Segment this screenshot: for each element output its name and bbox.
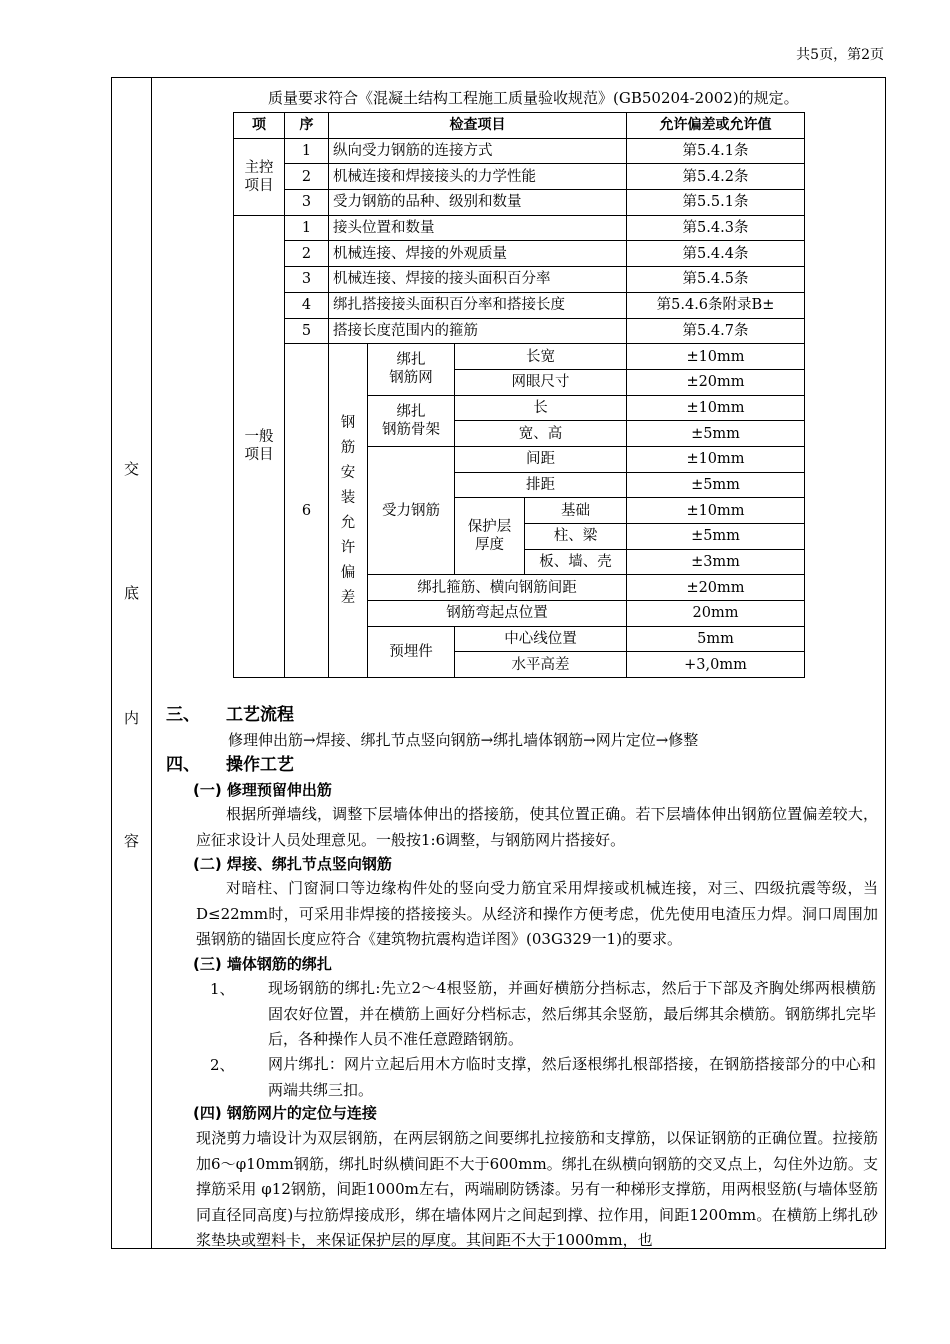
- section4-title: 操作工艺: [226, 755, 294, 775]
- table-row: [234, 215, 805, 241]
- sub4-title: (四) 钢筋网片的定位与连接: [193, 1104, 377, 1122]
- sub3-title: (三) 墙体钢筋的绑扎: [193, 955, 332, 973]
- row-item: 宽、高: [455, 421, 627, 447]
- row-value: ±5mm: [627, 524, 805, 550]
- row-value: ±10mm: [627, 395, 805, 421]
- row-item: 机械连接、焊接的接头面积百分率: [329, 267, 627, 293]
- row-number: 3: [285, 190, 329, 216]
- skeleton-label-line1: 绑扎: [396, 403, 426, 420]
- row-number: 1: [285, 138, 329, 164]
- section4-number: 四、: [166, 755, 200, 775]
- row-item: 纵向受力钢筋的连接方式: [329, 138, 627, 164]
- row-number: 6: [285, 344, 329, 678]
- cover-label-line1: 保护层: [467, 519, 512, 536]
- page-number: 共5页，第2页: [796, 47, 884, 63]
- cover-thickness-label: [455, 498, 525, 575]
- row-item: 受力钢筋的品种、级别和数量: [329, 190, 627, 216]
- sub3-item1-text: 现场钢筋的绑扎:先立2～4根竖筋，并画好横筋分挡标志，然后于下部及齐胸处绑两根横筋固农好位置，并在横筋上画好分档标志，然后绑其余竖筋，最后绑其余横筋。钢筋绑扎完毕后，各种操作人员不准任意蹬踏钢筋。: [268, 979, 876, 1049]
- row-item: 柱、梁: [525, 524, 627, 550]
- row-number: 2: [285, 164, 329, 190]
- table-row: [234, 318, 805, 344]
- row-number: 5: [285, 318, 329, 344]
- embedded-label: 预埋件: [368, 626, 455, 677]
- install-tolerance-label: [329, 344, 368, 678]
- skeleton-label-line2: 钢筋骨架: [382, 421, 440, 438]
- row-value: ±10mm: [627, 446, 805, 472]
- row-value: 第5.5.1条: [627, 190, 805, 216]
- row-value: 第5.4.4条: [627, 241, 805, 267]
- row-item: 长宽: [455, 344, 627, 370]
- section3-title: 工艺流程: [226, 705, 294, 725]
- general-group-label: 一般项目: [234, 215, 285, 677]
- row-item: 机械连接和焊接接头的力学性能: [329, 164, 627, 190]
- side-label-char-2: 底: [123, 584, 139, 602]
- row-value: ±5mm: [627, 421, 805, 447]
- row-value: ±5mm: [627, 472, 805, 498]
- row-value: ±3mm: [627, 549, 805, 575]
- sub4-text: 现浇剪力墙设计为双层钢筋，在两层钢筋之间要绑扎拉接筋和支撑筋，以保证钢筋的正确位置。拉接筋加6～φ10mm钢筋，绑扎时纵横间距不大于600mm。绑扎在纵横向钢筋的交叉点上，勾住外边筋。支撑筋采用 φ12钢筋，间距1000m左右，两端刷防锈漆。另有一种梯形支撑筋，用两根竖筋(与墙体竖筋同直径同高度)与拉筋焊接成形，绑在墙体网片之间起到撑、拉作用，间距1200mm。在横筋上绑扎砂浆垫块或塑料卡，来保证保护层的厚度。其间距不大于1000mm，也: [196, 1129, 878, 1250]
- mesh-label-line2: 钢筋网: [389, 370, 433, 387]
- side-label-char-4: 容: [123, 832, 139, 850]
- row-item: 搭接长度范围内的箍筋: [329, 318, 627, 344]
- sub1-text: 根据所弹墙线，调整下层墙体伸出的搭接筋，使其位置正确。若下层墙体伸出钢筋位置偏差较大，应征求设计人员处理意见。一般按1:6调整，与钢筋网片搭接好。: [196, 805, 878, 849]
- row-number: 3: [285, 267, 329, 293]
- table-row: [234, 190, 805, 216]
- row-value: +3,0mm: [627, 652, 805, 678]
- sub3-item2-text: 网片绑扎：网片立起后用木方临时支撑，然后逐根绑扎根部搭接，在钢筋搭接部分的中心和两端共绑三扣。: [268, 1055, 876, 1099]
- table-row: [234, 344, 805, 370]
- sub3-item1-number: 1、: [210, 980, 235, 998]
- header-item-group: 项: [234, 113, 285, 139]
- row-value: 第5.4.3条: [627, 215, 805, 241]
- cover-label-line2: 厚度: [475, 537, 504, 554]
- main-group-label: 主控项目: [234, 138, 285, 215]
- row-number: 1: [285, 215, 329, 241]
- table-header-row: [234, 113, 805, 139]
- row-item: 水平高差: [455, 652, 627, 678]
- row-item: 基础: [525, 498, 627, 524]
- sub2-title: (二) 焊接、绑扎节点竖向钢筋: [193, 855, 392, 873]
- sub2-text: 对暗柱、门窗洞口等边缘构件处的竖向受力筋宜采用焊接或机械连接，对三、四级抗震等级，当D≤22mm时，可采用非焊接的搭接接头。从经济和操作方便考虑，优先使用电渣压力焊。洞口周围加强钢筋的锚固长度应符合《建筑物抗震构造详图》(03G329一1)的要求。: [196, 879, 878, 949]
- frame-divider: [151, 78, 152, 1248]
- skeleton-label: [368, 395, 455, 446]
- table-row: [234, 164, 805, 190]
- table-row: [234, 267, 805, 293]
- sub1-title: (一) 修理预留伸出筋: [193, 781, 332, 799]
- row-item: 网眼尺寸: [455, 369, 627, 395]
- row-item: 排距: [455, 472, 627, 498]
- row-value: 第5.4.2条: [627, 164, 805, 190]
- row-item: 中心线位置: [455, 626, 627, 652]
- row-value: 第5.4.1条: [627, 138, 805, 164]
- section3-number: 三、: [166, 705, 200, 725]
- intro-text: 质量要求符合《混凝土结构工程施工质量验收规范》(GB50204-2002)的规定。: [268, 89, 799, 107]
- table-row: [234, 241, 805, 267]
- section3-text: 修理伸出筋→焊接、绑扎节点竖向钢筋→绑扎墙体钢筋→网片定位→修整: [228, 731, 699, 749]
- table-row: [234, 138, 805, 164]
- row-value: ±10mm: [627, 344, 805, 370]
- row-value: 第5.4.6条附录B±: [627, 292, 805, 318]
- row-number: 4: [285, 292, 329, 318]
- row-value: 第5.4.7条: [627, 318, 805, 344]
- mesh-label-line1: 绑扎: [396, 352, 426, 369]
- row-item: 绑扎箍筋、横向钢筋间距: [368, 575, 627, 601]
- header-tolerance: 允许偏差或允许值: [627, 113, 805, 139]
- row-item: 绑扎搭接接头面积百分率和搭接长度: [329, 292, 627, 318]
- mesh-label: [368, 344, 455, 395]
- vertical-label: 钢 筋 安 装 允 许 偏 差: [340, 414, 356, 606]
- header-number: 序: [285, 113, 329, 139]
- row-item: 间距: [455, 446, 627, 472]
- row-value: ±20mm: [627, 575, 805, 601]
- side-label-char-3: 内: [123, 709, 139, 727]
- row-value: 5mm: [627, 626, 805, 652]
- sub3-item2-number: 2、: [210, 1056, 235, 1074]
- row-item: 板、墙、壳: [525, 549, 627, 575]
- row-value: 20mm: [627, 601, 805, 627]
- row-value: ±20mm: [627, 369, 805, 395]
- row-item: 机械连接、焊接的外观质量: [329, 241, 627, 267]
- table-row: [234, 292, 805, 318]
- row-item: 钢筋弯起点位置: [368, 601, 627, 627]
- row-number: 2: [285, 241, 329, 267]
- row-item: 长: [455, 395, 627, 421]
- row-value: 第5.4.5条: [627, 267, 805, 293]
- inspection-table: [233, 112, 805, 678]
- stressed-rebar-label: 受力钢筋: [368, 446, 455, 574]
- row-value: ±10mm: [627, 498, 805, 524]
- row-item: 接头位置和数量: [329, 215, 627, 241]
- header-check-item: 检查项目: [329, 113, 627, 139]
- side-label-char-1: 交: [123, 460, 139, 478]
